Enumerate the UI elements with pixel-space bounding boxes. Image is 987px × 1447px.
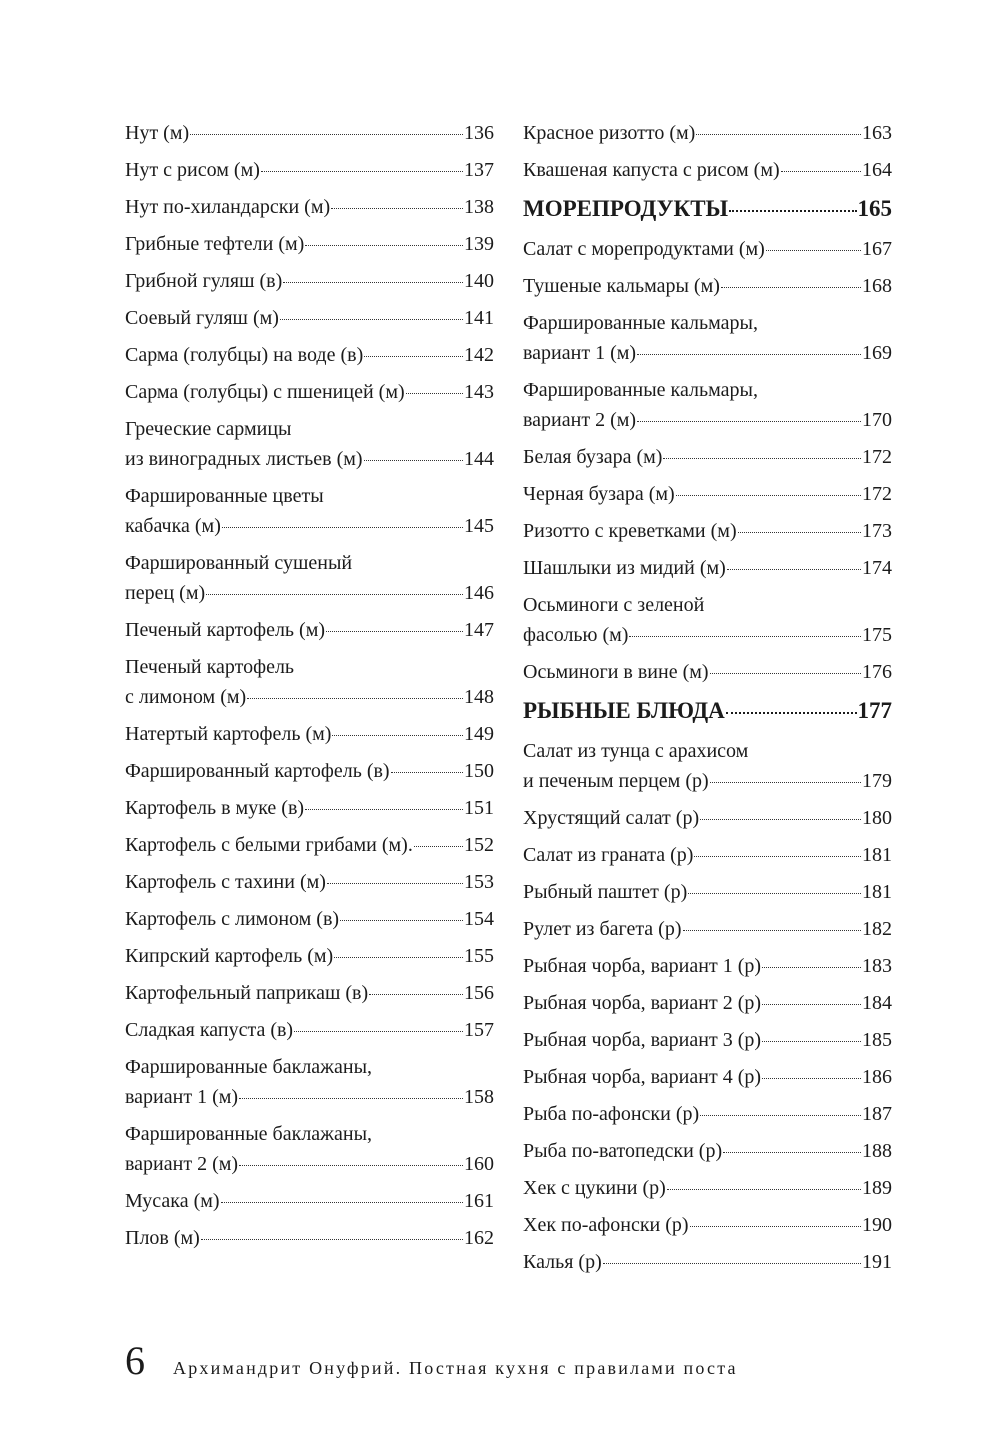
toc-entry-page: 141	[464, 307, 494, 329]
toc-entry-page: 185	[862, 1029, 892, 1051]
dot-leader	[261, 171, 463, 172]
dot-leader	[762, 1041, 861, 1042]
toc-entry-row	[125, 229, 494, 259]
toc-section-heading	[523, 694, 892, 728]
toc-entry	[523, 988, 892, 1018]
toc-entry-title-line1: Греческие сармицы	[125, 418, 292, 440]
toc-entry	[125, 756, 494, 786]
dot-leader	[663, 458, 861, 459]
toc-entry	[125, 793, 494, 823]
dot-leader	[247, 698, 463, 699]
toc-entry-row	[523, 803, 892, 833]
toc-entry-title: Калья (р)	[523, 1251, 602, 1273]
toc-entry	[125, 719, 494, 749]
toc-entry-page: 142	[464, 344, 494, 366]
toc-entry-page: 186	[862, 1066, 892, 1088]
toc-entry-row	[523, 988, 892, 1018]
dot-leader	[305, 809, 463, 810]
toc-entry-title: вариант 1 (м)	[125, 1086, 239, 1108]
dot-leader	[239, 1165, 463, 1166]
toc-entry	[125, 303, 494, 333]
toc-entry-page: 175	[862, 624, 892, 646]
toc-entry-title: с лимоном (м)	[125, 686, 247, 708]
dot-leader	[239, 1098, 463, 1099]
toc-entry-row	[125, 904, 494, 934]
toc-entry-title: из виноградных листьев (м)	[125, 448, 363, 470]
dot-leader	[201, 1239, 463, 1240]
toc-entry-page: 157	[464, 1019, 494, 1041]
toc-entry-title: Хек с цукини (р)	[523, 1177, 666, 1199]
toc-entry-title: Квашеная капуста с рисом (м)	[523, 159, 780, 181]
toc-entry-page: 154	[464, 908, 494, 930]
page-number: 6	[125, 1338, 145, 1383]
dot-leader	[721, 287, 861, 288]
toc-entry	[523, 877, 892, 907]
toc-entry	[125, 377, 494, 407]
dot-leader	[414, 846, 463, 847]
dot-leader	[364, 356, 463, 357]
toc-entry	[523, 516, 892, 546]
toc-entry-row	[125, 511, 494, 541]
toc-entry-title: вариант 2 (м)	[125, 1153, 239, 1175]
toc-entry-page: 176	[862, 661, 892, 683]
toc-entry-title: и печеным перцем (р)	[523, 770, 709, 792]
toc-entry-title: вариант 2 (м)	[523, 409, 637, 431]
toc-entry-row	[523, 1099, 892, 1129]
dot-leader	[700, 1115, 861, 1116]
dot-leader	[738, 532, 861, 533]
toc-entry-title-line1: Фаршированные баклажаны,	[125, 1123, 373, 1145]
dot-leader	[637, 354, 861, 355]
toc-entry-title: Рыбный паштет (р)	[523, 881, 688, 903]
dot-leader	[700, 819, 861, 820]
toc-entry-row	[523, 442, 892, 472]
toc-entry-row	[125, 155, 494, 185]
toc-entry	[125, 118, 494, 148]
toc-entry-title: Тушеные кальмары (м)	[523, 275, 720, 297]
toc-entry-title: Картофель с лимоном (в)	[125, 908, 340, 930]
toc-entry-page: 138	[464, 196, 494, 218]
toc-entry-page: 160	[464, 1153, 494, 1175]
toc-entry-title: Грибные тефтели (м)	[125, 233, 305, 255]
running-title: Архимандрит Онуфрий. Постная кухня с правилами поста	[173, 1358, 738, 1378]
toc-entry	[125, 1015, 494, 1045]
toc-entry-row	[523, 338, 892, 368]
toc-entry-title: Рыбная чорба, вариант 2 (р)	[523, 992, 762, 1014]
toc-entry-row	[523, 620, 892, 650]
toc-entry-page: 144	[464, 448, 494, 470]
dot-leader	[391, 772, 463, 773]
toc-entry-row	[125, 340, 494, 370]
toc-entry-row	[523, 914, 892, 944]
toc-entry-title: Картофель с тахини (м)	[125, 871, 326, 893]
toc-entry-row	[523, 951, 892, 981]
dot-leader	[327, 883, 463, 884]
dot-leader	[727, 569, 861, 570]
dot-leader	[332, 735, 463, 736]
toc-entry-row	[523, 1210, 892, 1240]
toc-entry-title-line1: Фаршированные кальмары,	[523, 379, 758, 401]
toc-entry-row	[125, 756, 494, 786]
toc-entry-page: 147	[464, 619, 494, 641]
toc-entry-row	[523, 840, 892, 870]
toc-entry-page: 184	[862, 992, 892, 1014]
toc-entry-title: Натертый картофель (м)	[125, 723, 332, 745]
toc-entry-row	[125, 830, 494, 860]
toc-entry-row	[125, 1082, 494, 1112]
dot-leader	[766, 250, 861, 251]
toc-entry	[125, 155, 494, 185]
toc-entry-row	[523, 234, 892, 264]
toc-entry	[523, 1247, 892, 1277]
dot-leader	[331, 208, 463, 209]
toc-entry-title: Мусака (м)	[125, 1190, 220, 1212]
toc-entry	[523, 590, 892, 650]
toc-entry-title: Плов (м)	[125, 1227, 200, 1249]
toc-entry	[523, 308, 892, 368]
toc-entry-page: 145	[464, 515, 494, 537]
dot-leader	[690, 1226, 861, 1227]
dot-leader	[726, 712, 857, 714]
toc-entry-title: Белая бузара (м)	[523, 446, 663, 468]
toc-entry-row	[125, 377, 494, 407]
toc-entry-row	[125, 793, 494, 823]
toc-right-column	[523, 118, 892, 1284]
toc-entry-title-line1: Фаршированные баклажаны,	[125, 1056, 373, 1078]
toc-entry-title: Хрустящий салат (р)	[523, 807, 700, 829]
toc-entry-page: 167	[862, 238, 892, 260]
dot-leader	[340, 920, 463, 921]
toc-entry-title: фасолью (м)	[523, 624, 629, 646]
toc-entry-page: 189	[862, 1177, 892, 1199]
toc-entry	[523, 118, 892, 148]
toc-entry-page: 169	[862, 342, 892, 364]
toc-entry-page: 161	[464, 1190, 494, 1212]
toc-entry	[125, 941, 494, 971]
toc-entry-row	[523, 1173, 892, 1203]
toc-entry-row	[125, 1186, 494, 1216]
toc-entry-page: 137	[464, 159, 494, 181]
toc-entry	[523, 657, 892, 687]
toc-entry-title-line1: Осьминоги с зеленой	[523, 594, 705, 616]
toc-entry-title: Рыба по-афонски (р)	[523, 1103, 700, 1125]
toc-entry-row	[125, 719, 494, 749]
toc-entry	[523, 271, 892, 301]
toc-entry	[125, 978, 494, 1008]
toc-entry-title: Рулет из багета (р)	[523, 918, 682, 940]
toc-entry-page: 162	[464, 1227, 494, 1249]
toc-entry	[125, 1186, 494, 1216]
toc-entry	[523, 375, 892, 435]
toc-entry-title: Соевый гуляш (м)	[125, 307, 279, 329]
toc-entry-row	[125, 192, 494, 222]
toc-entry-row	[523, 192, 892, 226]
toc-entry-row	[125, 266, 494, 296]
toc-entry-title: Нут с рисом (м)	[125, 159, 260, 181]
toc-entry-title: Кипрский картофель (м)	[125, 945, 334, 967]
toc-entry-row	[523, 877, 892, 907]
toc-entry-row	[125, 978, 494, 1008]
toc-entry	[523, 840, 892, 870]
toc-entry-row	[523, 155, 892, 185]
toc-entry-row	[523, 1062, 892, 1092]
dot-leader	[364, 460, 463, 461]
toc-entry-title: Черная бузара (м)	[523, 483, 675, 505]
toc-entry	[125, 229, 494, 259]
toc-entry-page: 187	[862, 1103, 892, 1125]
toc-entry-page: 173	[862, 520, 892, 542]
toc-entry-row	[125, 1223, 494, 1253]
dot-leader	[206, 594, 463, 595]
toc-entry-row	[523, 553, 892, 583]
toc-entry-row	[125, 1015, 494, 1045]
toc-entry-page: 190	[862, 1214, 892, 1236]
toc-entry	[523, 553, 892, 583]
toc-entry-title: Картофель с белыми грибами (м).	[125, 834, 413, 856]
toc-entry-title: Нут по-хиландарски (м)	[125, 196, 331, 218]
toc-entry-page: 179	[862, 770, 892, 792]
toc-entry-row	[523, 1025, 892, 1055]
toc-entry-title: Фаршированный картофель (в)	[125, 760, 390, 782]
toc-entry-page: 156	[464, 982, 494, 1004]
toc-entry-title: Салат с морепродуктами (м)	[523, 238, 765, 260]
toc-entry	[523, 234, 892, 264]
toc-entry-page: 143	[464, 381, 494, 403]
dot-leader	[221, 1202, 463, 1203]
toc-entry-page: 181	[862, 881, 892, 903]
toc-entry-title: Красное ризотто (м)	[523, 122, 696, 144]
dot-leader	[629, 636, 861, 637]
dot-leader	[667, 1189, 861, 1190]
toc-entry	[523, 1173, 892, 1203]
dot-leader	[762, 1004, 861, 1005]
toc-entry-page: 163	[862, 122, 892, 144]
toc-entry-page: 149	[464, 723, 494, 745]
toc-entry	[125, 548, 494, 608]
toc-entry	[125, 615, 494, 645]
dot-leader	[762, 1078, 861, 1079]
toc-entry	[523, 951, 892, 981]
toc-entry-title: Печеный картофель (м)	[125, 619, 326, 641]
toc-entry	[125, 1052, 494, 1112]
dot-leader	[781, 171, 861, 172]
dot-leader	[762, 967, 861, 968]
toc-entry-row	[125, 444, 494, 474]
toc-entry-page: 148	[464, 686, 494, 708]
toc-entry	[125, 192, 494, 222]
toc-entry-row	[125, 118, 494, 148]
toc-entry-row	[125, 578, 494, 608]
toc-entry-title: Рыбная чорба, вариант 3 (р)	[523, 1029, 762, 1051]
toc-entry-page: 180	[862, 807, 892, 829]
toc-entry	[523, 155, 892, 185]
toc-left-column	[125, 118, 494, 1260]
toc-entry-title: МОРЕПРОДУКТЫ	[523, 196, 729, 221]
dot-leader	[729, 210, 856, 212]
toc-entry-page: 181	[862, 844, 892, 866]
toc-entry-row	[125, 867, 494, 897]
toc-entry	[523, 1136, 892, 1166]
toc-entry	[523, 803, 892, 833]
toc-entry-title-line1: Фаршированные кальмары,	[523, 312, 758, 334]
toc-entry-title: Шашлыки из мидий (м)	[523, 557, 726, 579]
dot-leader	[683, 930, 862, 931]
toc-entry	[523, 1099, 892, 1129]
toc-entry	[125, 830, 494, 860]
toc-entry-title: Рыба по-ватопедски (р)	[523, 1140, 723, 1162]
dot-leader	[637, 421, 861, 422]
toc-entry-title: Рыбная чорба, вариант 4 (р)	[523, 1066, 762, 1088]
toc-entry-row	[125, 1149, 494, 1179]
dot-leader	[723, 1152, 861, 1153]
toc-entry-row	[523, 516, 892, 546]
toc-entry	[125, 1119, 494, 1179]
toc-entry-title: Хек по-афонски (р)	[523, 1214, 689, 1236]
toc-entry-title: перец (м)	[125, 582, 206, 604]
toc-entry-title: Сладкая капуста (в)	[125, 1019, 294, 1041]
toc-entry-page: 191	[862, 1251, 892, 1273]
dot-leader	[676, 495, 861, 496]
toc-entry	[523, 1025, 892, 1055]
dot-leader	[190, 134, 463, 135]
toc-entry	[523, 914, 892, 944]
toc-entry-page: 155	[464, 945, 494, 967]
toc-entry	[523, 479, 892, 509]
toc-entry-page: 140	[464, 270, 494, 292]
toc-entry-title: Грибной гуляш (в)	[125, 270, 283, 292]
dot-leader	[305, 245, 463, 246]
toc-entry-row	[125, 615, 494, 645]
toc-entry-title-line1: Печеный картофель	[125, 656, 295, 678]
toc-entry-row	[523, 766, 892, 796]
dot-leader	[326, 631, 463, 632]
dot-leader	[406, 393, 463, 394]
dot-leader	[283, 282, 463, 283]
toc-entry	[125, 867, 494, 897]
toc-entry	[125, 1223, 494, 1253]
toc-entry-row	[523, 271, 892, 301]
toc-entry	[125, 340, 494, 370]
toc-entry-title: Картофель в муке (в)	[125, 797, 305, 819]
toc-entry-title: РЫБНЫЕ БЛЮДА	[523, 698, 725, 723]
dot-leader	[280, 319, 463, 320]
toc-entry-page: 139	[464, 233, 494, 255]
toc-entry-page: 177	[857, 698, 892, 723]
toc-entry-title: Осьминоги в вине (м)	[523, 661, 709, 683]
toc-entry-page: 151	[464, 797, 494, 819]
toc-entry-row	[125, 303, 494, 333]
dot-leader	[696, 134, 861, 135]
toc-entry	[125, 414, 494, 474]
toc-entry-title: Сарма (голубцы) на воде (в)	[125, 344, 364, 366]
toc-entry-row	[523, 479, 892, 509]
toc-entry-page: 146	[464, 582, 494, 604]
toc-entry-row	[523, 1247, 892, 1277]
toc-entry-row	[523, 694, 892, 728]
toc-entry-page: 158	[464, 1086, 494, 1108]
toc-entry-page: 153	[464, 871, 494, 893]
toc-entry-title: Салат из граната (р)	[523, 844, 694, 866]
toc-entry-title-line1: Фаршированный сушеный	[125, 552, 353, 574]
toc-entry-title: Сарма (голубцы) с пшеницей (м)	[125, 381, 405, 403]
toc-entry-title-line1: Салат из тунца с арахисом	[523, 740, 749, 762]
toc-entry-row	[523, 1136, 892, 1166]
toc-entry	[125, 904, 494, 934]
toc-entry-page: 172	[862, 446, 892, 468]
toc-entry-title: вариант 1 (м)	[523, 342, 637, 364]
toc-entry-page: 172	[862, 483, 892, 505]
toc-entry-page: 188	[862, 1140, 892, 1162]
toc-entry-title: Ризотто с креветками (м)	[523, 520, 737, 542]
dot-leader	[710, 782, 861, 783]
toc-entry-page: 152	[464, 834, 494, 856]
toc-entry-row	[523, 118, 892, 148]
toc-entry-page: 168	[862, 275, 892, 297]
toc-entry-row	[125, 682, 494, 712]
toc-entry-page: 136	[464, 122, 494, 144]
dot-leader	[294, 1031, 463, 1032]
dot-leader	[710, 673, 861, 674]
toc-entry	[125, 266, 494, 296]
toc-entry-row	[523, 405, 892, 435]
toc-entry-title: Картофельный паприкаш (в)	[125, 982, 369, 1004]
page-footer	[125, 1338, 885, 1384]
dot-leader	[222, 527, 463, 528]
toc-entry-page: 150	[464, 760, 494, 782]
toc-entry	[125, 481, 494, 541]
toc-entry-title-line1: Фаршированные цветы	[125, 485, 324, 507]
toc-entry-page: 182	[862, 918, 892, 940]
dot-leader	[334, 957, 463, 958]
toc-entry-title: Нут (м)	[125, 122, 190, 144]
toc-entry-title: кабачка (м)	[125, 515, 221, 537]
toc-entry	[523, 1062, 892, 1092]
dot-leader	[688, 893, 861, 894]
toc-entry-title: Рыбная чорба, вариант 1 (р)	[523, 955, 762, 977]
dot-leader	[694, 856, 861, 857]
toc-section-heading	[523, 192, 892, 226]
toc-entry-page: 183	[862, 955, 892, 977]
toc-entry-page: 174	[862, 557, 892, 579]
toc-entry	[523, 442, 892, 472]
toc-entry-page: 170	[862, 409, 892, 431]
toc-entry	[523, 1210, 892, 1240]
toc-entry-page: 165	[857, 196, 892, 221]
dot-leader	[603, 1263, 861, 1264]
toc-entry-page: 164	[862, 159, 892, 181]
toc-entry	[523, 736, 892, 796]
dot-leader	[369, 994, 463, 995]
toc-entry-row	[125, 941, 494, 971]
toc-entry-row	[523, 657, 892, 687]
toc-entry	[125, 652, 494, 712]
